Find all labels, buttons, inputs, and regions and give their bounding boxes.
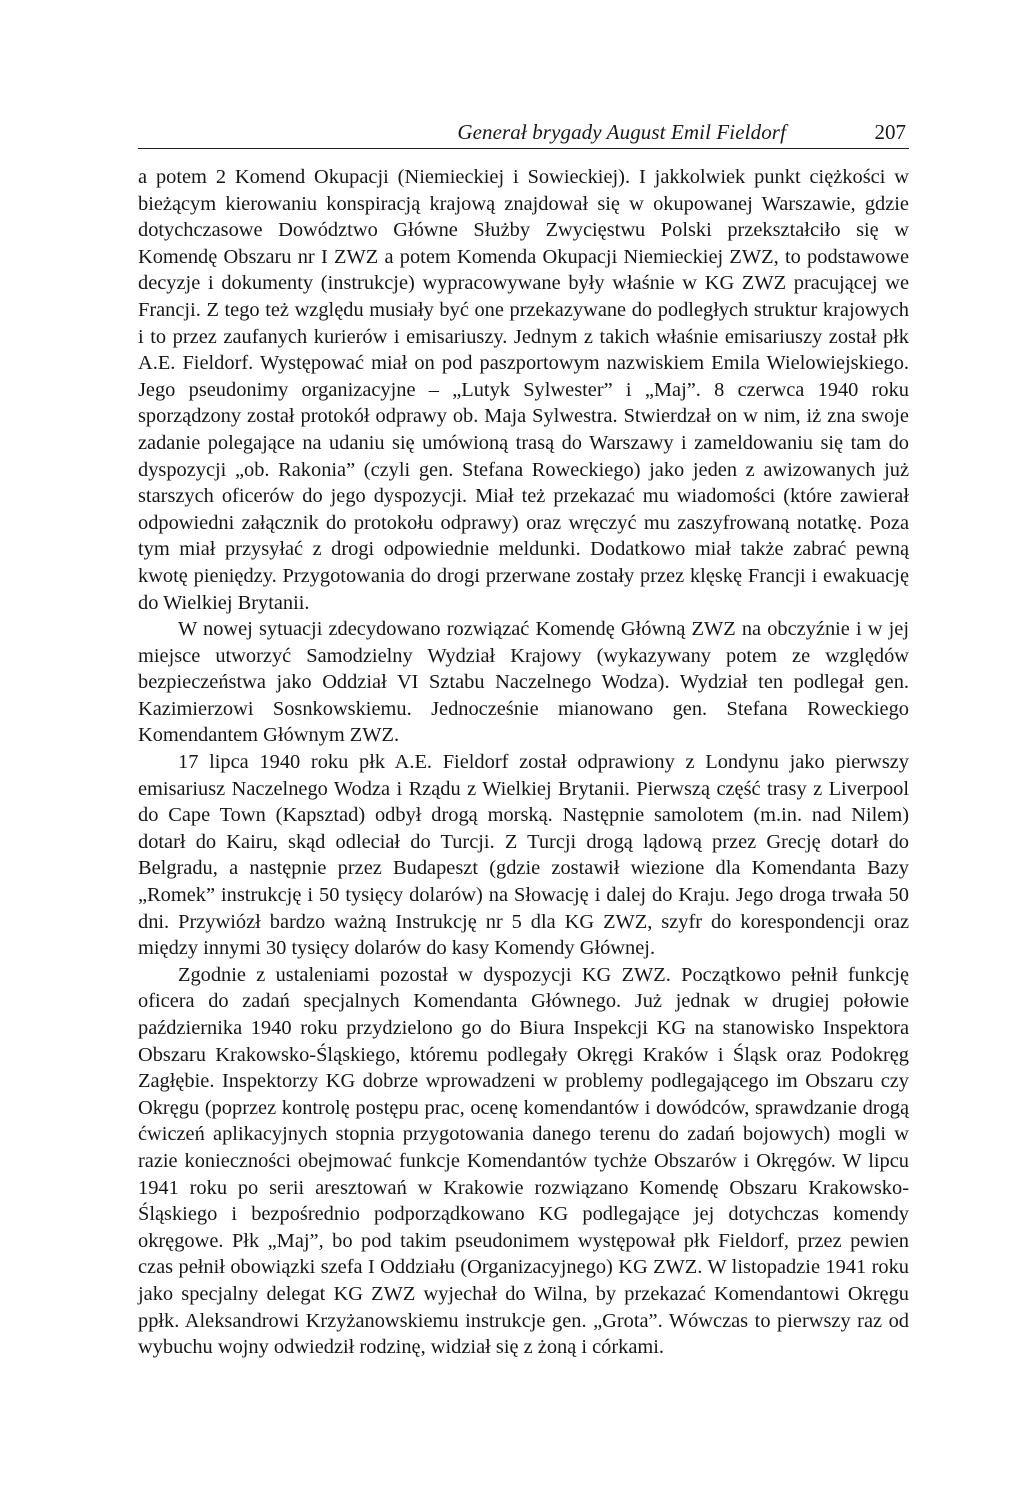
running-title: Generał brygady August Emil Fieldorf bbox=[457, 120, 786, 144]
paragraph: W nowej sytuacji zdecydowano rozwiązać Komendę Główną ZWZ na obczyźnie i w jej miejsce utworzyć Samodzielny Wydział Krajowy (wykazywany potem ze względów bezpieczeństwa jako Oddział VI Sztabu Naczelnego Wodza). Wydział ten podlegał gen. Kazimierzowi Sosnkowskiemu. Jednocześnie mianowano gen. Stefana Roweckiego Komendantem Głównym ZWZ. bbox=[138, 618, 909, 747]
body-text bbox=[138, 164, 909, 1361]
page-header bbox=[138, 116, 908, 150]
paragraph: Zgodnie z ustaleniami pozostał w dyspozycji KG ZWZ. Początkowo pełnił funkcję oficera do zadań specjalnych Komendanta Głównego. Już jednak w drugiej połowie października 1940 roku przydzielono go do Biura Inspekcji KG na stanowisko Inspektora Obszaru Krakowsko-Śląskiego, któremu podlegały Okręgi Kraków i Śląsk oraz Podokręg Zagłębie. Inspektorzy KG dobrze wprowadzeni w problemy podlegającego im Obszaru czy Okręgu (poprzez kontrolę postępu prac, ocenę komendantów i dowódców, sprawdzanie drogą ćwiczeń aplikacyjnych stopnia przygotowania danego terenu do zadań bojowych) mogli w razie konieczności obejmować funkcje Komendantów tychże Obszarów i Okręgów. W lipcu 1941 roku po serii aresztowań w Krakowie rozwiązano Komendę Obszaru Krakowsko-Śląskiego i bezpośrednio podporządkowano KG podlegające jej dotychczas komendy okręgowe. Płk „Maj”, bo pod takim pseudonimem występował płk Fieldorf, przez pewien czas pełnił obowiązki szefa I Oddziału (Organizacyjnego) KG ZWZ. W listopadzie 1941 roku jako specjalny delegat KG ZWZ wyjechał do Wilna, by przekazać Komendantowi Okręgu ppłk. Aleksandrowi Krzyżanowskiemu instrukcje gen. „Grota”. Wówczas to pierwszy raz od wybuchu wojny odwiedził rodzinę, widział się z żoną i córkami. bbox=[138, 963, 909, 1359]
paragraph: 17 lipca 1940 roku płk A.E. Fieldorf został odprawiony z Londynu jako pierwszy emisariusz Naczelnego Wodza i Rządu z Wielkiej Brytanii. Pierwszą część trasy z Liverpool do Cape Town (Kapsztad) odbył drogą morską. Następnie samolotem (m.in. nad Nilem) dotarł do Kairu, skąd odleciał do Turcji. Z Turcji drogą lądową przez Grecję dotarł do Belgradu, a następnie przez Budapeszt (gdzie zostawił wiezione dla Komendanta Bazy „Romek” instrukcję i 50 tysięcy dolarów) na Słowację i dalej do Kraju. Jego droga trwała 50 dni. Przywiózł bardzo ważną Instrukcję nr 5 dla KG ZWZ, szyfr do korespondencji oraz między innymi 30 tysięcy dolarów do kasy Komendy Głównej. bbox=[138, 751, 909, 960]
header-rule bbox=[138, 148, 909, 149]
paragraph: a potem 2 Komend Okupacji (Niemieckiej i Sowieckiej). I jakkolwiek punkt ciężkości w bieżącym kierowaniu konspiracją krajową znajdował się w okupowanej Warszawie, gdzie dotychczasowe Dowództwo Główne Służby Zwycięstwu Polski przekształciło się w Komendę Obszaru nr I ZWZ a potem Komenda Okupacji Niemieckiej ZWZ, to podstawowe decyzje i dokumenty (instrukcje) wypracowywane były właśnie w KG ZWZ pracującej we Francji. Z tego też względu musiały być one przekazywane do podległych struktur krajowych i to przez zaufanych kurierów i emisariuszy. Jednym z takich właśnie emisariuszy został płk A.E. Fieldorf. Występować miał on pod paszportowym nazwiskiem Emila Wielowiejskiego. Jego pseudonimy organizacyjne – „Lutyk Sylwester” i „Maj”. 8 czerwca 1940 roku sporządzony został protokół odprawy ob. Maja Sylwestra. Stwierdzał on w nim, iż zna swoje zadanie polegające na udaniu się umówioną trasą do Warszawy i zameldowaniu się tam do dyspozycji „ob. Rakonia” (czyli gen. Stefana Roweckiego) jako jeden z awizowanych już starszych oficerów do jego dyspozycji. Miał też przekazać mu wiadomości (które zawierał odpowiedni załącznik do protokołu odprawy) oraz wręczyć mu zaszyfrowaną notatkę. Poza tym miał przysyłać z drogi odpowiednie meldunki. Dodatkowo miał także zabrać pewną kwotę pieniędzy. Przygotowania do drogi przerwane zostały przez klęskę Francji i ewakuację do Wielkiej Brytanii. bbox=[138, 166, 909, 614]
page-number: 207 bbox=[874, 120, 906, 144]
